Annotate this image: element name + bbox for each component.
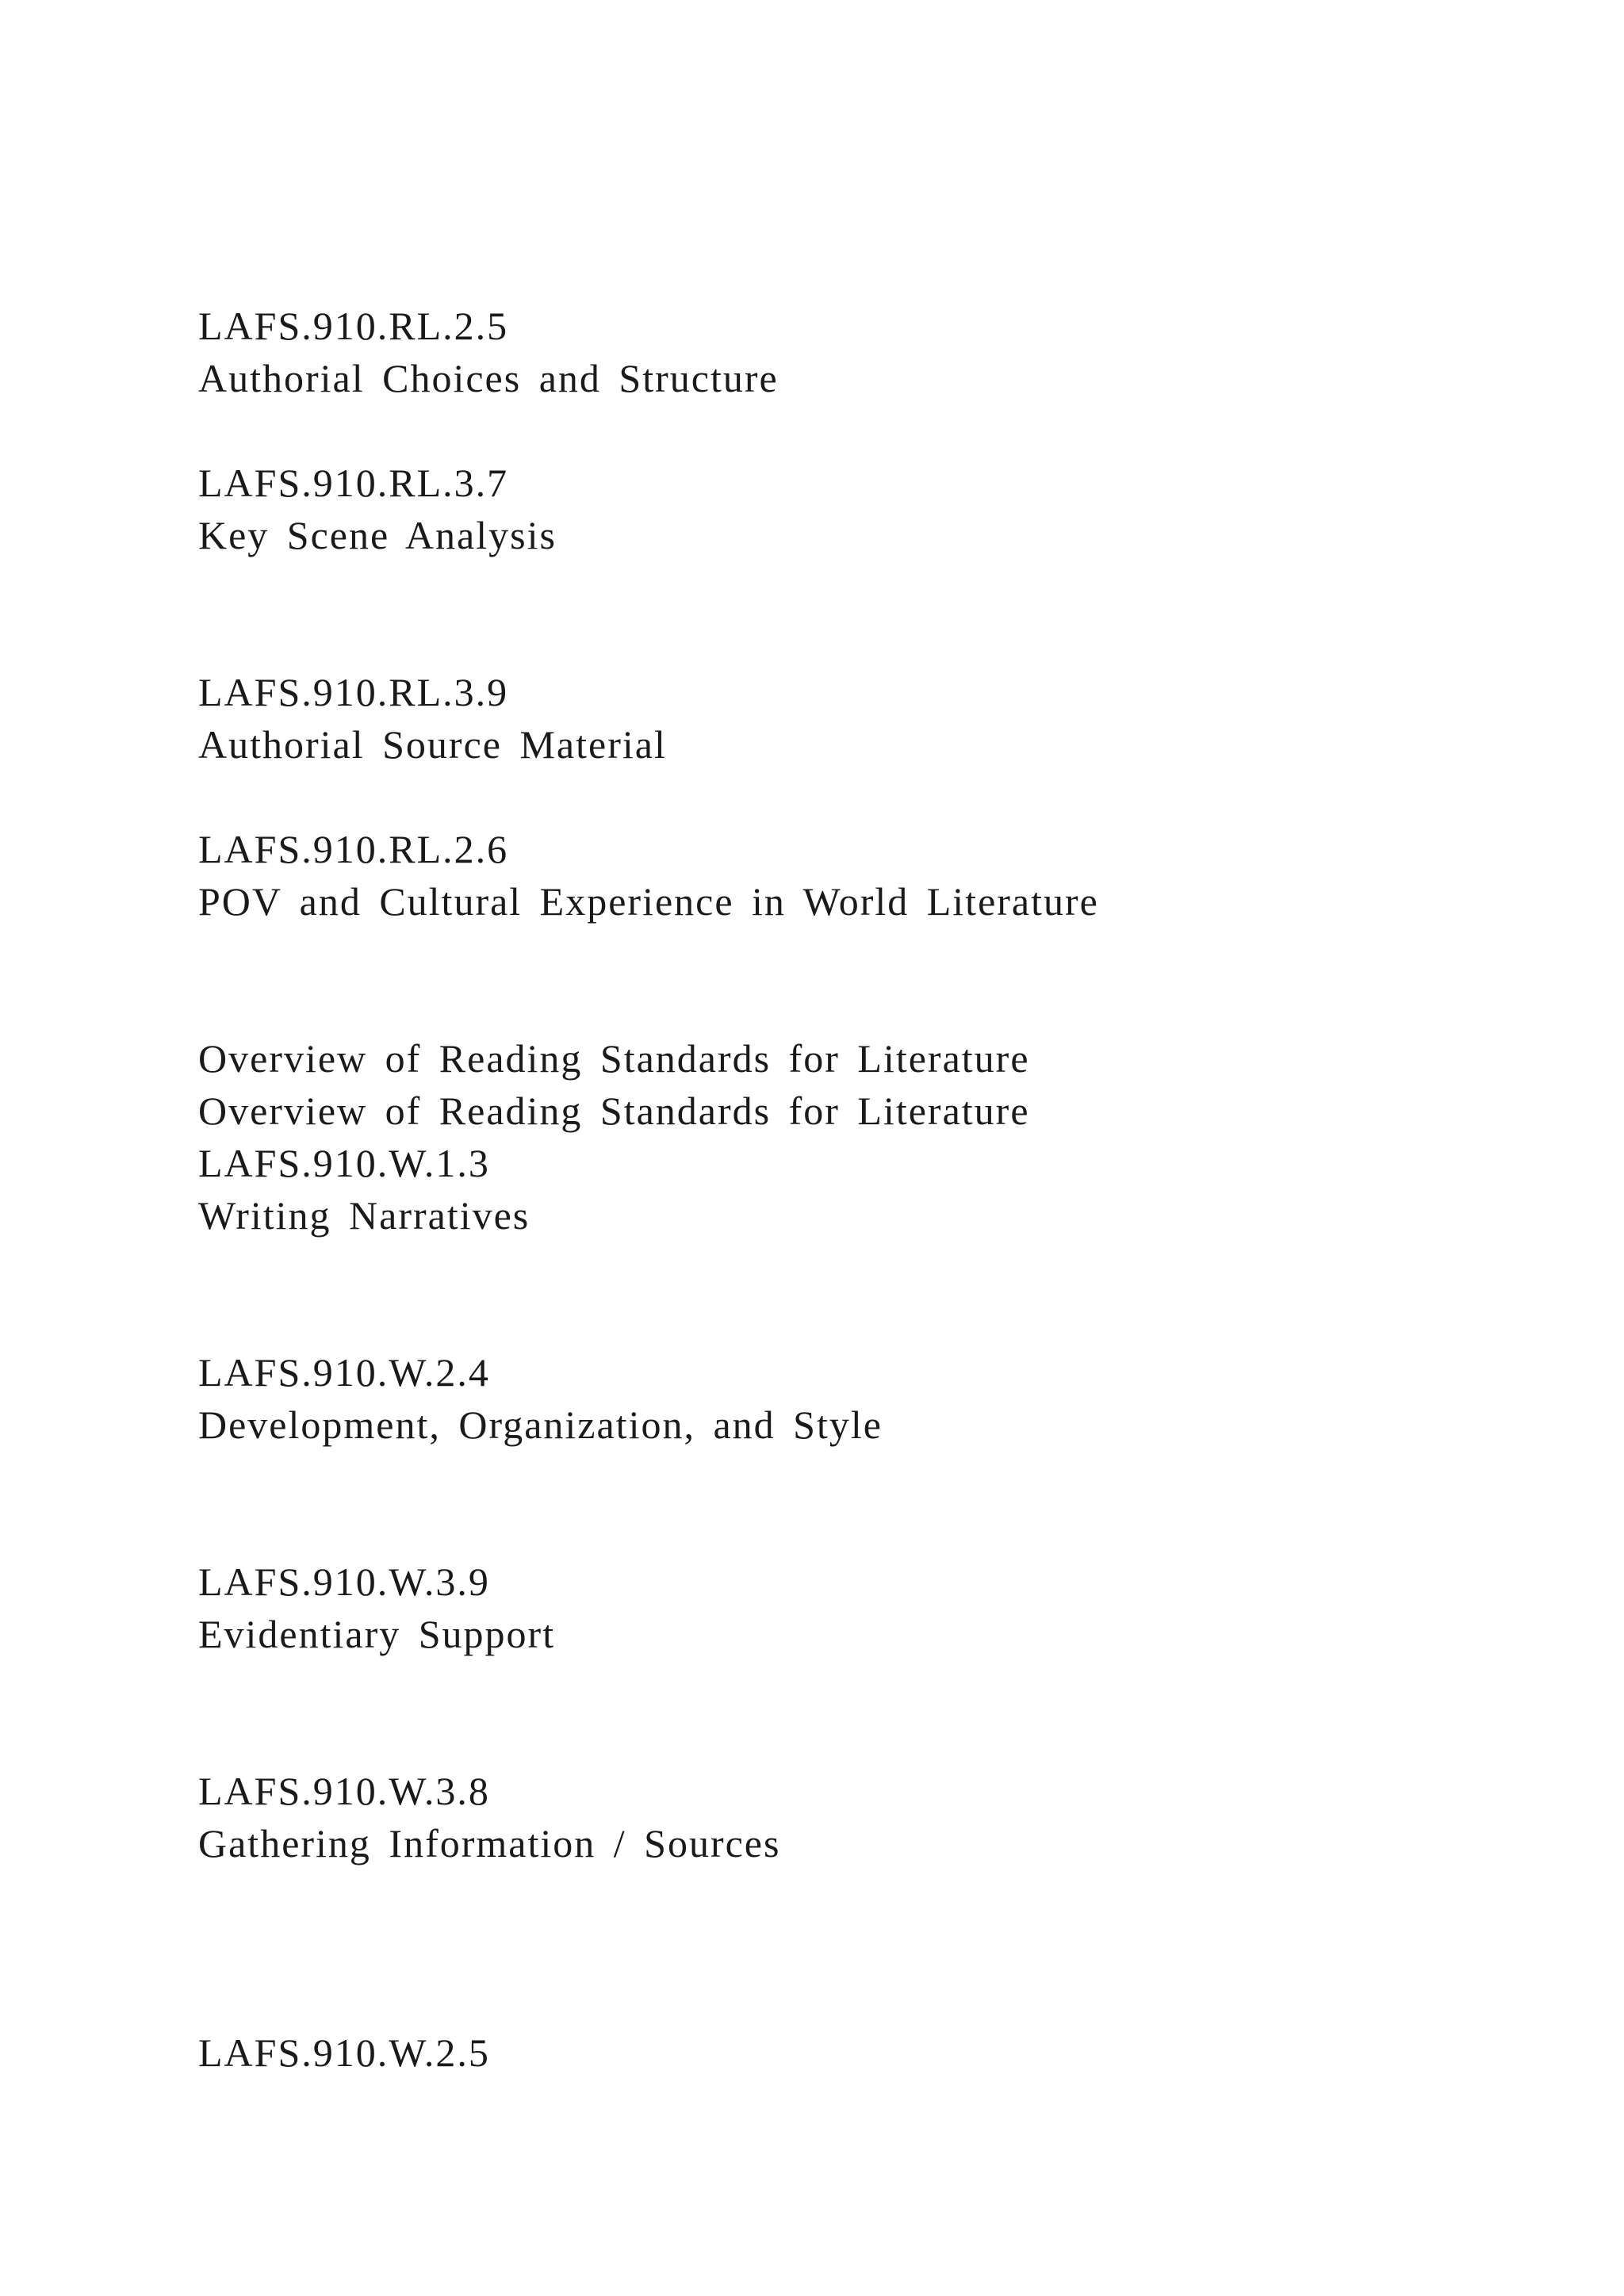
standard-title: Authorial Source Material (198, 722, 667, 767)
standard-code: LAFS.910.RL.3.9 (198, 670, 509, 714)
standard-title: Writing Narratives (198, 1193, 530, 1238)
standard-title: Authorial Choices and Structure (198, 356, 779, 400)
standard-title: Gathering Information / Sources (198, 1821, 781, 1866)
standard-code: LAFS.910.W.2.4 (198, 1350, 490, 1395)
overview-heading: Overview of Reading Standards for Literature (198, 1089, 1030, 1133)
standard-code: LAFS.910.RL.3.7 (198, 461, 509, 505)
standard-code: LAFS.910.W.3.9 (198, 1559, 490, 1604)
overview-heading: Overview of Reading Standards for Literature (198, 1036, 1030, 1081)
standard-code: LAFS.910.W.1.3 (198, 1141, 490, 1185)
standard-title: Key Scene Analysis (198, 513, 557, 557)
standard-code: LAFS.910.W.3.8 (198, 1769, 490, 1813)
standard-title: POV and Cultural Experience in World Literature (198, 879, 1099, 924)
standard-title: Evidentiary Support (198, 1612, 556, 1656)
standard-code: LAFS.910.RL.2.6 (198, 827, 509, 871)
standard-code: LAFS.910.RL.2.5 (198, 304, 509, 348)
standard-code: LAFS.910.W.2.5 (198, 2030, 490, 2075)
standard-title: Development, Organization, and Style (198, 1402, 883, 1447)
